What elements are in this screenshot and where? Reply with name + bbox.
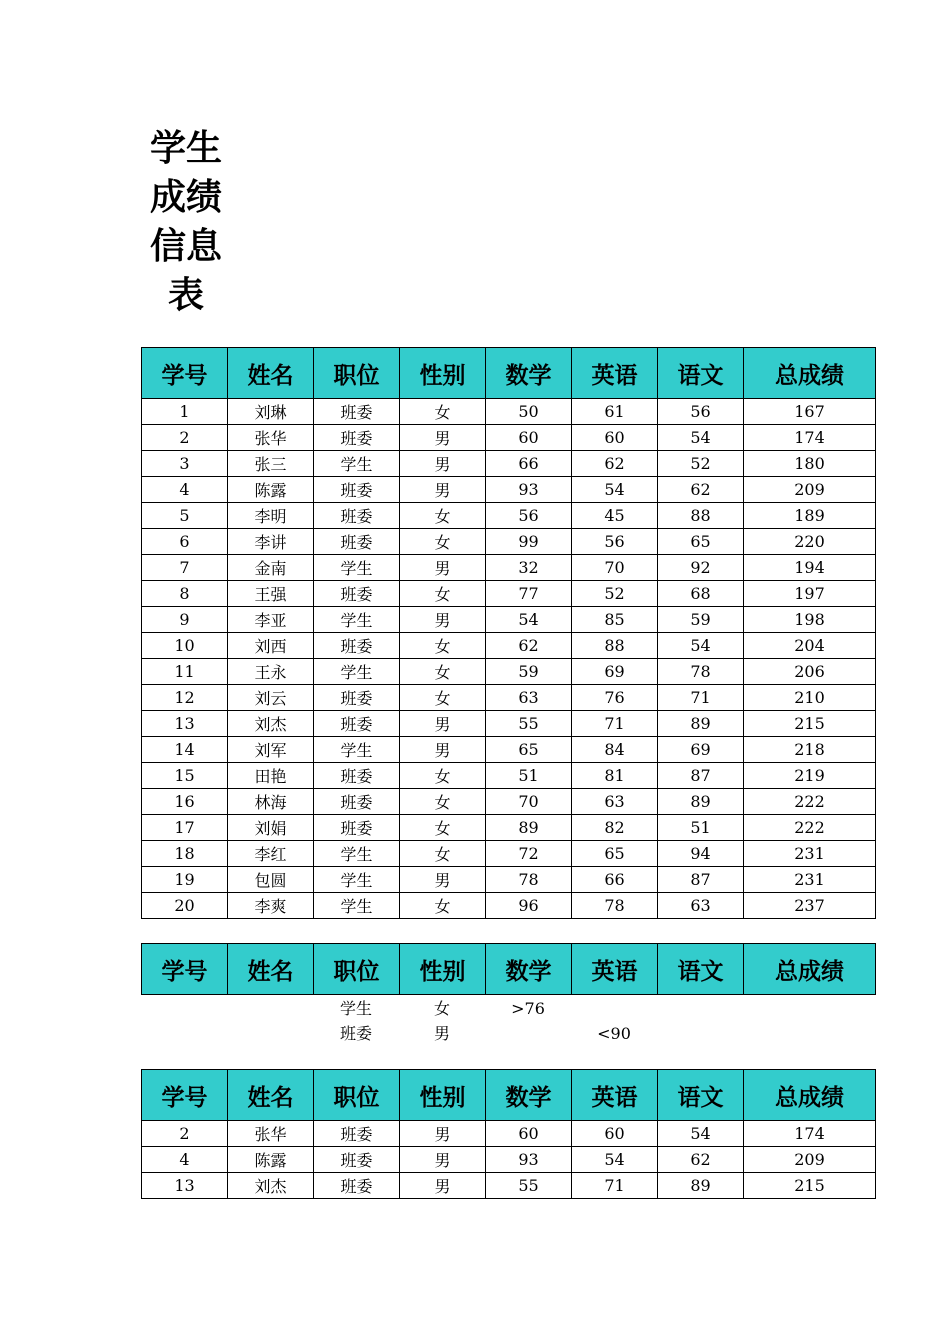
cell-english: 78: [572, 893, 658, 919]
table-row: [142, 659, 876, 685]
cell-name: 张华: [228, 425, 314, 451]
table-row: [142, 1173, 876, 1199]
cell-student-id: 12: [142, 685, 228, 711]
table-row: [142, 399, 876, 425]
column-header-name: 姓名: [228, 944, 314, 995]
criteria-row: [141, 996, 877, 1021]
criteria-row: [141, 1021, 877, 1046]
cell-gender: 女: [400, 893, 486, 919]
cell-math: 96: [486, 893, 572, 919]
cell-gender: 女: [400, 529, 486, 555]
criteria-header-table: [141, 943, 876, 995]
score-table: [141, 347, 876, 919]
cell-english: 70: [572, 555, 658, 581]
cell-english: 54: [572, 1147, 658, 1173]
cell-total: 206: [744, 659, 876, 685]
table-row: [142, 477, 876, 503]
cell-math: 55: [486, 1173, 572, 1199]
cell-position: 班委: [314, 477, 400, 503]
column-header-total: 总成绩: [744, 348, 876, 399]
cell-total: 215: [744, 711, 876, 737]
cell-total: 197: [744, 581, 876, 607]
cell-position: 学生: [314, 893, 400, 919]
cell-total: 204: [744, 633, 876, 659]
cell-name: 张三: [228, 451, 314, 477]
cell-chinese: 62: [658, 1147, 744, 1173]
cell-math: 65: [486, 737, 572, 763]
cell-position: 班委: [314, 711, 400, 737]
cell-name: 李讲: [228, 529, 314, 555]
cell-chinese: 87: [658, 763, 744, 789]
table-row: [142, 737, 876, 763]
cell-math: 54: [486, 607, 572, 633]
table-row: [142, 789, 876, 815]
cell-student-id: 18: [142, 841, 228, 867]
cell-math: 63: [486, 685, 572, 711]
cell-total: 219: [744, 763, 876, 789]
column-header-gender: 性别: [400, 944, 486, 995]
cell-english: 76: [572, 685, 658, 711]
cell-name: 李爽: [228, 893, 314, 919]
column-header-position: 职位: [314, 1070, 400, 1121]
cell-english: 54: [572, 477, 658, 503]
table-row: [142, 763, 876, 789]
criteria-gender: 女: [433, 999, 450, 1018]
cell-english: 61: [572, 399, 658, 425]
column-header-math: 数学: [486, 1070, 572, 1121]
cell-name: 刘军: [228, 737, 314, 763]
cell-chinese: 89: [658, 1173, 744, 1199]
cell-position: 班委: [314, 503, 400, 529]
cell-position: 班委: [314, 425, 400, 451]
table-row: [142, 841, 876, 867]
header-row: [142, 1070, 876, 1121]
cell-student-id: 20: [142, 893, 228, 919]
cell-name: 刘杰: [228, 711, 314, 737]
cell-name: 金南: [228, 555, 314, 581]
cell-total: 231: [744, 867, 876, 893]
cell-english: 69: [572, 659, 658, 685]
criteria-position: 学生: [339, 999, 372, 1018]
cell-gender: 男: [400, 607, 486, 633]
cell-position: 班委: [314, 763, 400, 789]
cell-english: 56: [572, 529, 658, 555]
cell-chinese: 89: [658, 789, 744, 815]
cell-name: 李亚: [228, 607, 314, 633]
cell-student-id: 13: [142, 1173, 228, 1199]
cell-english: 60: [572, 1121, 658, 1147]
cell-math: 78: [486, 867, 572, 893]
column-header-position: 职位: [314, 348, 400, 399]
table-row: [142, 581, 876, 607]
column-header-name: 姓名: [228, 1070, 314, 1121]
filter-criteria: [141, 996, 877, 1046]
cell-position: 班委: [314, 815, 400, 841]
cell-name: 林海: [228, 789, 314, 815]
cell-math: 89: [486, 815, 572, 841]
table-row: [142, 1121, 876, 1147]
title-line: 表: [167, 275, 204, 316]
column-header-english: 英语: [572, 1070, 658, 1121]
header-row: [142, 348, 876, 399]
cell-position: 班委: [314, 529, 400, 555]
cell-math: 60: [486, 425, 572, 451]
cell-chinese: 78: [658, 659, 744, 685]
cell-gender: 女: [400, 633, 486, 659]
cell-chinese: 65: [658, 529, 744, 555]
cell-student-id: 7: [142, 555, 228, 581]
cell-english: 81: [572, 763, 658, 789]
cell-gender: 男: [400, 425, 486, 451]
cell-total: 215: [744, 1173, 876, 1199]
cell-gender: 男: [400, 737, 486, 763]
cell-position: 班委: [314, 685, 400, 711]
table-row: [142, 893, 876, 919]
cell-gender: 男: [400, 555, 486, 581]
table-row: [142, 607, 876, 633]
cell-chinese: 69: [658, 737, 744, 763]
cell-name: 刘杰: [228, 1173, 314, 1199]
cell-gender: 女: [400, 399, 486, 425]
column-header-student-id: 学号: [142, 1070, 228, 1121]
cell-english: 71: [572, 711, 658, 737]
cell-math: 93: [486, 1147, 572, 1173]
cell-position: 班委: [314, 1121, 400, 1147]
table-row: [142, 1147, 876, 1173]
cell-name: 刘西: [228, 633, 314, 659]
cell-position: 班委: [314, 581, 400, 607]
title-line: 学生: [149, 128, 222, 169]
cell-student-id: 13: [142, 711, 228, 737]
cell-name: 李红: [228, 841, 314, 867]
cell-position: 班委: [314, 789, 400, 815]
cell-name: 刘娟: [228, 815, 314, 841]
cell-student-id: 17: [142, 815, 228, 841]
cell-student-id: 6: [142, 529, 228, 555]
table-row: [142, 503, 876, 529]
column-header-position: 职位: [314, 944, 400, 995]
cell-math: 56: [486, 503, 572, 529]
cell-student-id: 9: [142, 607, 228, 633]
cell-student-id: 8: [142, 581, 228, 607]
cell-position: 班委: [314, 1173, 400, 1199]
cell-total: 198: [744, 607, 876, 633]
cell-total: 218: [744, 737, 876, 763]
cell-gender: 女: [400, 581, 486, 607]
cell-student-id: 16: [142, 789, 228, 815]
criteria-position: 班委: [339, 1024, 372, 1043]
column-header-english: 英语: [572, 944, 658, 995]
cell-name: 李明: [228, 503, 314, 529]
cell-english: 45: [572, 503, 658, 529]
cell-chinese: 62: [658, 477, 744, 503]
cell-name: 陈露: [228, 1147, 314, 1173]
header-row: [142, 944, 876, 995]
filter-result-table: [141, 1069, 876, 1199]
cell-math: 77: [486, 581, 572, 607]
cell-math: 99: [486, 529, 572, 555]
cell-english: 85: [572, 607, 658, 633]
cell-student-id: 1: [142, 399, 228, 425]
cell-student-id: 10: [142, 633, 228, 659]
cell-position: 班委: [314, 1147, 400, 1173]
cell-gender: 女: [400, 789, 486, 815]
cell-student-id: 3: [142, 451, 228, 477]
column-header-english: 英语: [572, 348, 658, 399]
table-row: [142, 425, 876, 451]
cell-total: 222: [744, 789, 876, 815]
cell-math: 60: [486, 1121, 572, 1147]
cell-math: 62: [486, 633, 572, 659]
cell-chinese: 71: [658, 685, 744, 711]
criteria-gender: 男: [433, 1024, 450, 1043]
cell-gender: 女: [400, 659, 486, 685]
cell-math: 72: [486, 841, 572, 867]
cell-total: 167: [744, 399, 876, 425]
cell-chinese: 54: [658, 1121, 744, 1147]
cell-total: 209: [744, 1147, 876, 1173]
cell-total: 220: [744, 529, 876, 555]
cell-english: 71: [572, 1173, 658, 1199]
cell-student-id: 19: [142, 867, 228, 893]
cell-chinese: 68: [658, 581, 744, 607]
cell-chinese: 63: [658, 893, 744, 919]
cell-chinese: 54: [658, 425, 744, 451]
column-header-total: 总成绩: [744, 1070, 876, 1121]
cell-gender: 男: [400, 1173, 486, 1199]
cell-student-id: 2: [142, 1121, 228, 1147]
cell-english: 52: [572, 581, 658, 607]
cell-chinese: 59: [658, 607, 744, 633]
cell-chinese: 52: [658, 451, 744, 477]
cell-total: 237: [744, 893, 876, 919]
table-body: [142, 399, 876, 919]
cell-total: 194: [744, 555, 876, 581]
cell-gender: 女: [400, 763, 486, 789]
cell-gender: 男: [400, 867, 486, 893]
cell-student-id: 14: [142, 737, 228, 763]
cell-gender: 女: [400, 815, 486, 841]
cell-gender: 男: [400, 711, 486, 737]
cell-total: 174: [744, 425, 876, 451]
cell-position: 学生: [314, 659, 400, 685]
column-header-chinese: 语文: [658, 944, 744, 995]
cell-position: 学生: [314, 607, 400, 633]
cell-math: 55: [486, 711, 572, 737]
cell-gender: 男: [400, 451, 486, 477]
cell-chinese: 92: [658, 555, 744, 581]
cell-name: 田艳: [228, 763, 314, 789]
cell-gender: 男: [400, 1121, 486, 1147]
column-header-math: 数学: [486, 348, 572, 399]
cell-english: 88: [572, 633, 658, 659]
cell-total: 174: [744, 1121, 876, 1147]
cell-position: 班委: [314, 633, 400, 659]
cell-gender: 女: [400, 503, 486, 529]
cell-total: 189: [744, 503, 876, 529]
column-header-gender: 性别: [400, 1070, 486, 1121]
criteria-math: >76: [511, 999, 545, 1018]
column-header-gender: 性别: [400, 348, 486, 399]
cell-position: 学生: [314, 451, 400, 477]
cell-name: 刘云: [228, 685, 314, 711]
table-row: [142, 451, 876, 477]
table-row: [142, 711, 876, 737]
table-row: [142, 555, 876, 581]
cell-total: 231: [744, 841, 876, 867]
cell-student-id: 15: [142, 763, 228, 789]
sheet-title: [146, 124, 226, 320]
cell-student-id: 4: [142, 1147, 228, 1173]
column-header-name: 姓名: [228, 348, 314, 399]
table-row: [142, 867, 876, 893]
cell-english: 84: [572, 737, 658, 763]
cell-english: 65: [572, 841, 658, 867]
cell-name: 王强: [228, 581, 314, 607]
cell-chinese: 51: [658, 815, 744, 841]
cell-total: 209: [744, 477, 876, 503]
cell-chinese: 88: [658, 503, 744, 529]
column-header-student-id: 学号: [142, 944, 228, 995]
cell-chinese: 89: [658, 711, 744, 737]
cell-student-id: 11: [142, 659, 228, 685]
title-line: 信息: [149, 226, 222, 267]
cell-math: 32: [486, 555, 572, 581]
cell-chinese: 94: [658, 841, 744, 867]
title-line: 成绩: [149, 177, 222, 218]
cell-math: 66: [486, 451, 572, 477]
column-header-student-id: 学号: [142, 348, 228, 399]
column-header-chinese: 语文: [658, 348, 744, 399]
column-header-math: 数学: [486, 944, 572, 995]
cell-total: 210: [744, 685, 876, 711]
column-header-total: 总成绩: [744, 944, 876, 995]
cell-english: 66: [572, 867, 658, 893]
cell-student-id: 5: [142, 503, 228, 529]
cell-position: 学生: [314, 737, 400, 763]
cell-math: 70: [486, 789, 572, 815]
table-row: [142, 633, 876, 659]
table-body: [142, 1121, 876, 1199]
cell-english: 82: [572, 815, 658, 841]
table-row: [142, 815, 876, 841]
cell-position: 学生: [314, 555, 400, 581]
cell-english: 60: [572, 425, 658, 451]
cell-gender: 男: [400, 1147, 486, 1173]
column-header-chinese: 语文: [658, 1070, 744, 1121]
cell-name: 陈露: [228, 477, 314, 503]
table-row: [142, 685, 876, 711]
cell-total: 180: [744, 451, 876, 477]
cell-student-id: 4: [142, 477, 228, 503]
cell-gender: 女: [400, 841, 486, 867]
table-row: [142, 529, 876, 555]
cell-gender: 女: [400, 685, 486, 711]
criteria-english: <90: [597, 1024, 631, 1043]
cell-name: 王永: [228, 659, 314, 685]
cell-name: 刘琳: [228, 399, 314, 425]
cell-position: 学生: [314, 841, 400, 867]
cell-gender: 男: [400, 477, 486, 503]
cell-english: 62: [572, 451, 658, 477]
cell-name: 包圆: [228, 867, 314, 893]
cell-math: 50: [486, 399, 572, 425]
cell-position: 学生: [314, 867, 400, 893]
cell-total: 222: [744, 815, 876, 841]
cell-math: 59: [486, 659, 572, 685]
cell-name: 张华: [228, 1121, 314, 1147]
cell-english: 63: [572, 789, 658, 815]
cell-math: 51: [486, 763, 572, 789]
cell-chinese: 56: [658, 399, 744, 425]
cell-student-id: 2: [142, 425, 228, 451]
cell-chinese: 54: [658, 633, 744, 659]
cell-math: 93: [486, 477, 572, 503]
cell-position: 班委: [314, 399, 400, 425]
cell-chinese: 87: [658, 867, 744, 893]
